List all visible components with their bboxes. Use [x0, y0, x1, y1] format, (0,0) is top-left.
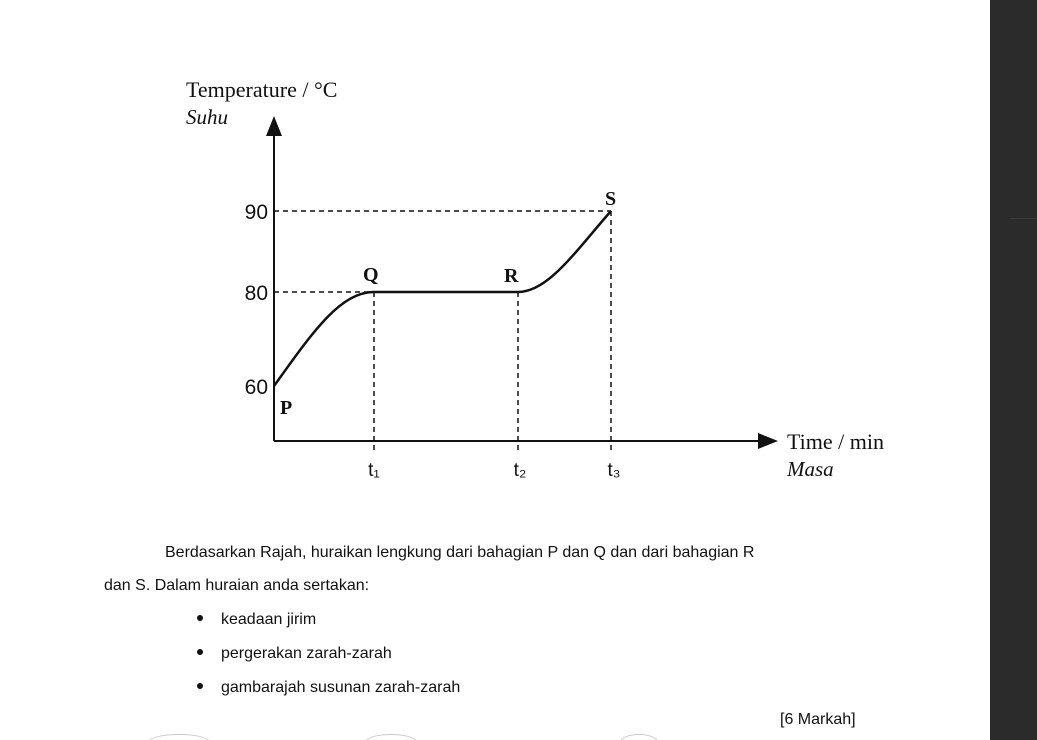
- x-tick-t3: t₃: [607, 460, 621, 481]
- x-tick-t1: t₁: [368, 460, 380, 481]
- bullet-icon: [197, 615, 203, 621]
- bullet-icon: [197, 683, 203, 689]
- point-label-s: S: [605, 188, 617, 210]
- y-tick-60: 60: [244, 376, 268, 399]
- segment-r-s: [518, 211, 611, 292]
- scrollbar-panel[interactable]: [990, 0, 1037, 740]
- point-label-p: P: [280, 397, 293, 419]
- question-line-1: Berdasarkan Rajah, huraikan lengkung dari bahagian P dan Q dan dari bahagian R: [165, 544, 755, 561]
- y-axis-title-alt: Suhu: [186, 105, 228, 129]
- partial-button[interactable]: [620, 734, 658, 740]
- segment-p-q: [274, 292, 374, 386]
- bullet-text: keadaan jirim: [221, 611, 317, 628]
- point-label-q: Q: [363, 264, 379, 286]
- bullet-item-state-of-matter: [197, 611, 316, 629]
- x-axis-title-alt: Masa: [787, 457, 834, 481]
- partial-button[interactable]: [365, 734, 417, 740]
- x-axis-title: Time / min: [787, 429, 884, 454]
- partial-button[interactable]: [148, 734, 210, 740]
- y-axis-title: Temperature / °C: [186, 77, 338, 102]
- bullet-item-particle-movement: [197, 645, 392, 663]
- y-tick-90: 90: [244, 201, 268, 224]
- x-tick-t2: t₂: [513, 460, 527, 481]
- panel-divider: [1010, 218, 1037, 219]
- bullet-icon: [197, 649, 203, 655]
- bullet-item-particle-arrangement: [197, 679, 460, 697]
- y-tick-80: 80: [244, 282, 268, 305]
- point-label-r: R: [504, 265, 519, 287]
- bullet-text: pergerakan zarah-zarah: [221, 645, 392, 662]
- bullet-text: gambarajah susunan zarah-zarah: [221, 679, 461, 696]
- question-line-2: dan S. Dalam huraian anda sertakan:: [104, 577, 370, 594]
- marks-label: [6 Markah]: [780, 711, 856, 728]
